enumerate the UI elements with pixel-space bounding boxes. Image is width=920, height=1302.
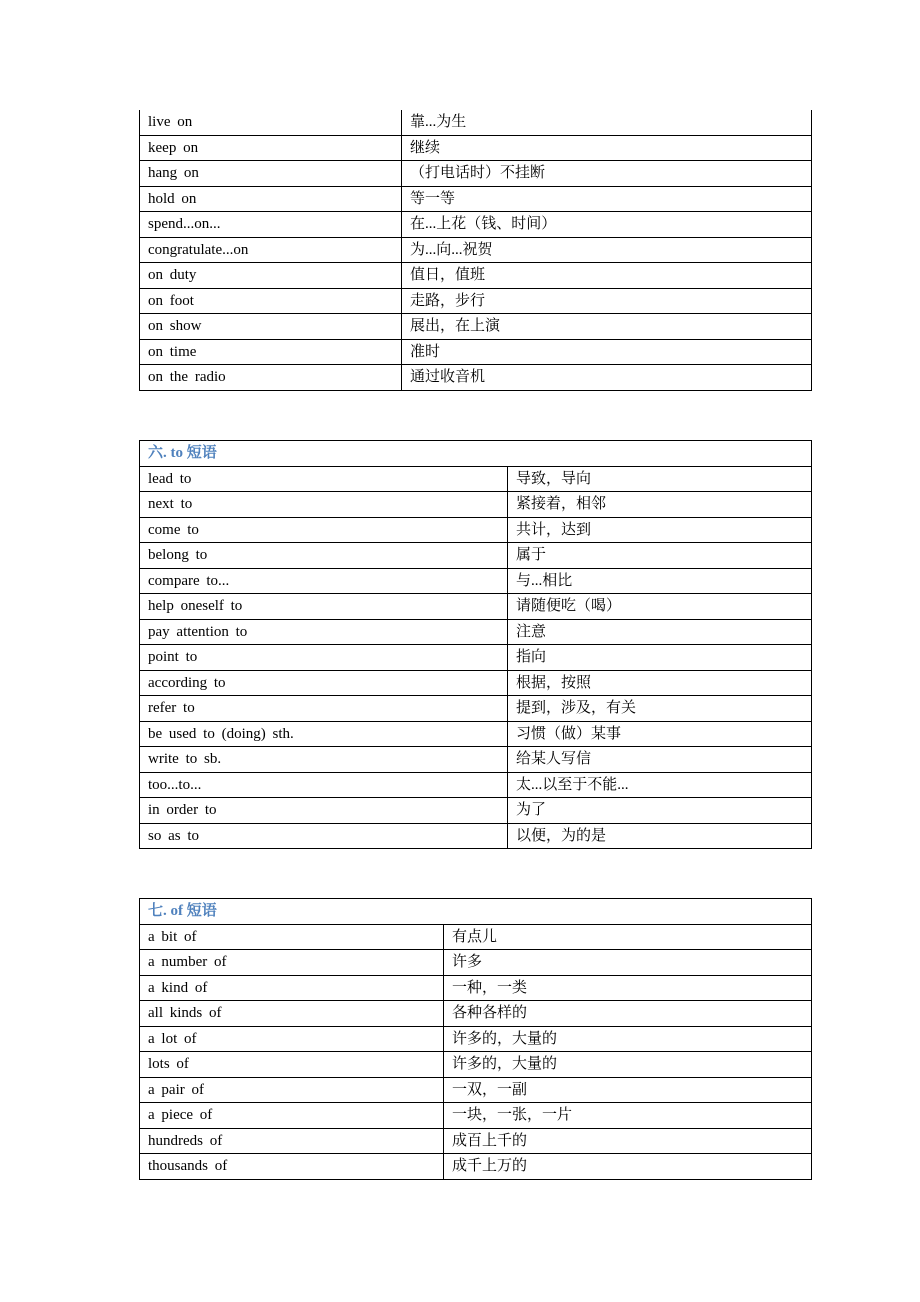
table-row (140, 1052, 812, 1078)
phrase-en: write to sb. (140, 747, 508, 773)
table-row (140, 492, 812, 518)
phrase-zh: 一块，一张，一片 (444, 1103, 812, 1129)
of-phrases-table (139, 898, 812, 1180)
phrase-en: according to (140, 670, 508, 696)
on-phrases-table (139, 110, 812, 391)
phrase-zh: 根据，按照 (508, 670, 812, 696)
phrase-zh: 值日，值班 (402, 263, 812, 289)
table-row (140, 670, 812, 696)
phrase-zh: 继续 (402, 135, 812, 161)
phrase-zh: 等一等 (402, 186, 812, 212)
table-row (140, 314, 812, 340)
phrase-zh: 有点儿 (444, 924, 812, 950)
phrase-zh: 共计，达到 (508, 517, 812, 543)
phrase-en: a lot of (140, 1026, 444, 1052)
table-row (140, 110, 812, 135)
phrase-zh: 与...相比 (508, 568, 812, 594)
phrase-en: point to (140, 645, 508, 671)
phrase-zh: 准时 (402, 339, 812, 365)
table-row (140, 263, 812, 289)
phrase-zh: 指向 (508, 645, 812, 671)
table-row (140, 645, 812, 671)
phrase-zh: 成百上千的 (444, 1128, 812, 1154)
phrase-zh: 紧接着，相邻 (508, 492, 812, 518)
phrase-zh: 展出，在上演 (402, 314, 812, 340)
phrase-en: lots of (140, 1052, 444, 1078)
phrase-en: hang on (140, 161, 402, 187)
phrase-en: all kinds of (140, 1001, 444, 1027)
table-row (140, 161, 812, 187)
phrase-zh: 注意 (508, 619, 812, 645)
phrase-en: so as to (140, 823, 508, 849)
table-row (140, 517, 812, 543)
table-row (140, 924, 812, 950)
phrase-zh: 太...以至于不能... (508, 772, 812, 798)
phrase-zh: 为...向...祝贺 (402, 237, 812, 263)
phrase-en: compare to... (140, 568, 508, 594)
phrase-zh: 许多 (444, 950, 812, 976)
phrase-en: help oneself to (140, 594, 508, 620)
phrase-zh: 许多的，大量的 (444, 1026, 812, 1052)
phrase-zh: 以便，为的是 (508, 823, 812, 849)
table-row (140, 1001, 812, 1027)
phrase-en: hundreds of (140, 1128, 444, 1154)
phrase-zh: 一种，一类 (444, 975, 812, 1001)
phrase-en: come to (140, 517, 508, 543)
table-row (140, 1077, 812, 1103)
table-row (140, 1154, 812, 1180)
table-row (140, 1128, 812, 1154)
phrase-zh: 习惯（做）某事 (508, 721, 812, 747)
phrase-en: on show (140, 314, 402, 340)
table-row (140, 1026, 812, 1052)
phrase-en: refer to (140, 696, 508, 722)
phrase-en: spend...on... (140, 212, 402, 238)
phrase-en: congratulate...on (140, 237, 402, 263)
table-row (140, 747, 812, 773)
phrase-en: hold on (140, 186, 402, 212)
table-row (140, 135, 812, 161)
table-row (140, 696, 812, 722)
phrase-en: pay attention to (140, 619, 508, 645)
phrase-zh: 一双，一副 (444, 1077, 812, 1103)
phrase-zh: 在...上花（钱、时间） (402, 212, 812, 238)
table-row (140, 237, 812, 263)
phrase-en: next to (140, 492, 508, 518)
phrase-zh: 通过收音机 (402, 365, 812, 391)
phrase-en: in order to (140, 798, 508, 824)
phrase-en: a piece of (140, 1103, 444, 1129)
phrase-zh: 靠...为生 (402, 110, 812, 135)
phrase-en: on time (140, 339, 402, 365)
phrase-zh: 许多的，大量的 (444, 1052, 812, 1078)
table-row (140, 365, 812, 391)
phrase-en: on duty (140, 263, 402, 289)
to-phrases-table (139, 440, 812, 849)
table-row (140, 721, 812, 747)
phrase-en: a bit of (140, 924, 444, 950)
phrase-zh: 为了 (508, 798, 812, 824)
phrase-zh: 提到，涉及，有关 (508, 696, 812, 722)
table-row (140, 975, 812, 1001)
table-row (140, 543, 812, 569)
section-heading: 六. to 短语 (140, 441, 812, 467)
table-row (140, 798, 812, 824)
table-row (140, 772, 812, 798)
table-row (140, 212, 812, 238)
table-row (140, 1103, 812, 1129)
table-row (140, 594, 812, 620)
phrase-zh: 成千上万的 (444, 1154, 812, 1180)
phrase-en: too...to... (140, 772, 508, 798)
phrase-zh: 属于 (508, 543, 812, 569)
phrase-en: a pair of (140, 1077, 444, 1103)
phrase-en: on foot (140, 288, 402, 314)
phrase-en: lead to (140, 466, 508, 492)
phrase-en: live on (140, 110, 402, 135)
phrase-en: a number of (140, 950, 444, 976)
phrase-en: on the radio (140, 365, 402, 391)
phrase-en: be used to (doing) sth. (140, 721, 508, 747)
table-row (140, 288, 812, 314)
table-row (140, 619, 812, 645)
phrase-en: belong to (140, 543, 508, 569)
phrase-en: thousands of (140, 1154, 444, 1180)
phrase-en: a kind of (140, 975, 444, 1001)
phrase-zh: 导致，导向 (508, 466, 812, 492)
phrase-zh: （打电话时）不挂断 (402, 161, 812, 187)
section-heading: 七. of 短语 (140, 899, 812, 925)
table-row (140, 950, 812, 976)
section-heading-row (140, 899, 812, 925)
table-row (140, 466, 812, 492)
phrase-zh: 各种各样的 (444, 1001, 812, 1027)
table-row (140, 823, 812, 849)
phrase-zh: 给某人写信 (508, 747, 812, 773)
section-heading-row (140, 441, 812, 467)
table-row (140, 568, 812, 594)
phrase-zh: 请随便吃（喝） (508, 594, 812, 620)
phrase-zh: 走路，步行 (402, 288, 812, 314)
phrase-en: keep on (140, 135, 402, 161)
table-row (140, 339, 812, 365)
table-row (140, 186, 812, 212)
